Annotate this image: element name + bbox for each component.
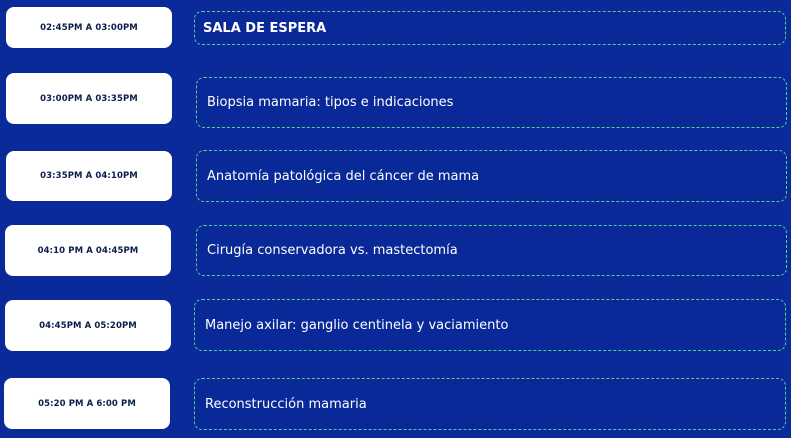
- time-slot-5: 04:45PM A 05:20PM: [5, 300, 171, 351]
- time-slot-4: 04:10 PM A 04:45PM: [5, 225, 171, 276]
- time-slot-1: 02:45PM A 03:00PM: [6, 7, 172, 48]
- session-topic-4: Cirugía conservadora vs. mastectomía: [196, 225, 787, 276]
- session-topic-5: Manejo axilar: ganglio centinela y vaciamiento: [194, 299, 786, 351]
- session-topic-6: Reconstrucción mamaria: [194, 378, 786, 430]
- session-topic-1: SALA DE ESPERA: [194, 11, 786, 45]
- session-topic-3: Anatomía patológica del cáncer de mama: [196, 150, 787, 202]
- session-topic-2: Biopsia mamaria: tipos e indicaciones: [196, 77, 787, 128]
- time-slot-6: 05:20 PM A 6:00 PM: [4, 378, 170, 429]
- time-slot-2: 03:00PM A 03:35PM: [6, 73, 172, 124]
- time-slot-3: 03:35PM A 04:10PM: [6, 151, 172, 201]
